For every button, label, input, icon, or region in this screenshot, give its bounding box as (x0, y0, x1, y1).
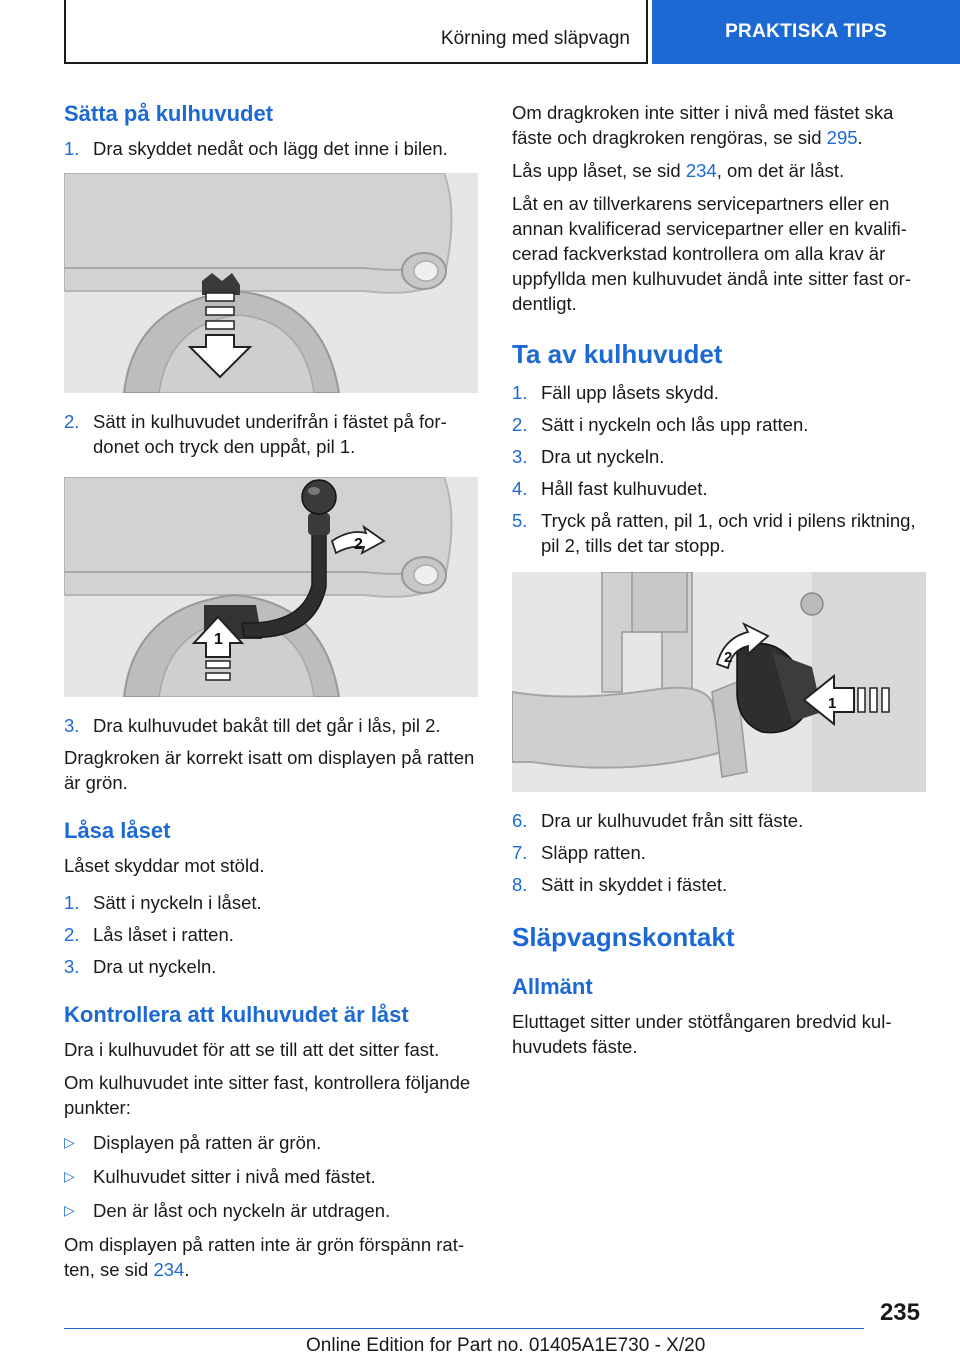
attach-step-2 (64, 409, 476, 459)
paragraph-service: Låt en av tillverkarens servicepartners eller en annan kvalificerad servicepartner eller en kvalificerad fackverkstad kontrollera om alla krav är uppfyllda men kulhuvudet ändå inte sitter fast ordentligt. (512, 193, 912, 314)
remove-step-1 (512, 380, 924, 405)
bullet-text: Kulhuvudet sitter i nivå med fästet. (93, 1166, 376, 1187)
check-bullet (64, 1164, 476, 1189)
remove-step-4 (512, 476, 924, 501)
attach-step-3 (64, 713, 476, 738)
header-chapter-tab[interactable]: PRAKTISKA TIPS (652, 0, 960, 64)
remove-step-2 (512, 412, 924, 437)
paragraph-level: Om dragkroken inte sitter i nivå med fästet ska fäste och dragkroken rengöras, se sid 295. (512, 102, 894, 148)
step-number: 1. (512, 382, 528, 403)
step-text: Sätt in kulhuvudet underifrån i fästet på fordonet och tryck den uppåt, pil 1. (93, 411, 447, 457)
lock-step-3 (64, 954, 476, 979)
step-number: 3. (64, 956, 80, 977)
page-link-234[interactable]: 234 (685, 160, 717, 181)
paragraph-socket: Eluttaget sitter under stötfångaren bredvid kulhuvudets fäste. (512, 1011, 892, 1057)
paragraph-check-points: Om kulhuvudet inte sitter fast, kontrollera följande punkter: (64, 1072, 471, 1118)
step-number: 2. (512, 414, 528, 435)
figure-protective-cover (64, 173, 478, 393)
footer-divider (64, 1328, 864, 1329)
bumper-cover-illustration (64, 173, 478, 393)
check-bullet (64, 1130, 476, 1155)
arrow-label-1: 1 (828, 695, 837, 712)
triangle-bullet-icon: ▷ (64, 1202, 75, 1218)
step-text: Lås låset i ratten. (93, 924, 234, 945)
heading-general: Allmänt (512, 974, 593, 999)
step-number: 3. (512, 446, 528, 467)
step-text: Dra ut nyckeln. (541, 446, 665, 467)
step-text: Dra skyddet nedåt och lägg det inne i bilen. (93, 138, 448, 159)
figure-insert-ball-head (64, 477, 478, 697)
remove-step-3 (512, 444, 924, 469)
triangle-bullet-icon: ▷ (64, 1134, 75, 1150)
handwheel-illustration (512, 572, 926, 792)
step-text: Dra ur kulhuvudet från sitt fäste. (541, 810, 804, 831)
step-text: Sätt i nyckeln i låset. (93, 892, 262, 913)
paragraph-green-display: Om displayen på ratten inte är grön förspänn ratten, se sid 234. (64, 1234, 465, 1280)
remove-step-5 (512, 508, 924, 558)
step-number: 2. (64, 924, 80, 945)
attach-step-1 (64, 136, 476, 161)
step-number: 8. (512, 874, 528, 895)
triangle-bullet-icon: ▷ (64, 1168, 75, 1184)
heading-lock: Låsa låset (64, 818, 171, 843)
heading-remove: Ta av kulhuvudet (512, 339, 723, 369)
lock-step-2 (64, 922, 476, 947)
right-column (512, 100, 924, 1067)
arrow-label-1: 1 (214, 631, 223, 648)
paragraph-correct-fit: Dragkroken är korrekt isatt om displayen på ratten är grön. (64, 747, 475, 793)
step-number: 1. (64, 892, 80, 913)
check-bullet (64, 1198, 476, 1223)
step-text: Sätt in skyddet i fästet. (541, 874, 728, 895)
left-column (64, 100, 476, 1290)
page-link-295[interactable]: 295 (826, 127, 858, 148)
heading-attach: Sätta på kulhuvudet (64, 101, 274, 126)
step-number: 4. (512, 478, 528, 499)
paragraph-lock-intro: Låset skyddar mot stöld. (64, 855, 265, 876)
ball-head-insert-illustration (64, 477, 478, 697)
step-text: Fäll upp låsets skydd. (541, 382, 719, 403)
page-link-234[interactable]: 234 (153, 1259, 185, 1280)
step-text: Dra kulhuvudet bakåt till det går i lås, pil 2. (93, 715, 441, 736)
remove-step-6 (512, 808, 924, 833)
remove-step-7 (512, 840, 924, 865)
step-text: Tryck på ratten, pil 1, och vrid i pilens riktning, pil 2, tills det tar stopp. (541, 510, 916, 556)
remove-step-8 (512, 872, 924, 897)
step-text: Dra ut nyckeln. (93, 956, 217, 977)
step-number: 7. (512, 842, 528, 863)
step-number: 5. (512, 510, 528, 531)
footer-edition: Online Edition for Part no. 01405A1E730 - X/20 (306, 1335, 706, 1356)
step-text: Håll fast kulhuvudet. (541, 478, 708, 499)
step-text: Sätt i nyckeln och lås upp ratten. (541, 414, 809, 435)
step-number: 1. (64, 138, 80, 159)
bullet-text: Den är låst och nyckeln är utdragen. (93, 1200, 391, 1221)
page-number: 235 (879, 1299, 920, 1326)
paragraph-check-pull: Dra i kulhuvudet för att se till att det sitter fast. (64, 1039, 440, 1060)
step-number: 3. (64, 715, 80, 736)
step-number: 2. (64, 411, 80, 432)
heading-check-locked: Kontrollera att kulhuvudet är låst (64, 1002, 409, 1027)
arrow-label-2: 2 (354, 536, 363, 553)
lock-step-1 (64, 890, 476, 915)
bullet-text: Displayen på ratten är grön. (93, 1132, 322, 1153)
paragraph-unlock: Lås upp låset, se sid 234, om det är låst. (512, 160, 845, 181)
header-section-title: Körning med släpvagn (440, 28, 630, 49)
step-text: Släpp ratten. (541, 842, 646, 863)
heading-trailer-socket: Släpvagnskontakt (512, 922, 735, 952)
arrow-label-2: 2 (724, 649, 733, 666)
figure-unlock-handwheel (512, 572, 926, 792)
step-number: 6. (512, 810, 528, 831)
